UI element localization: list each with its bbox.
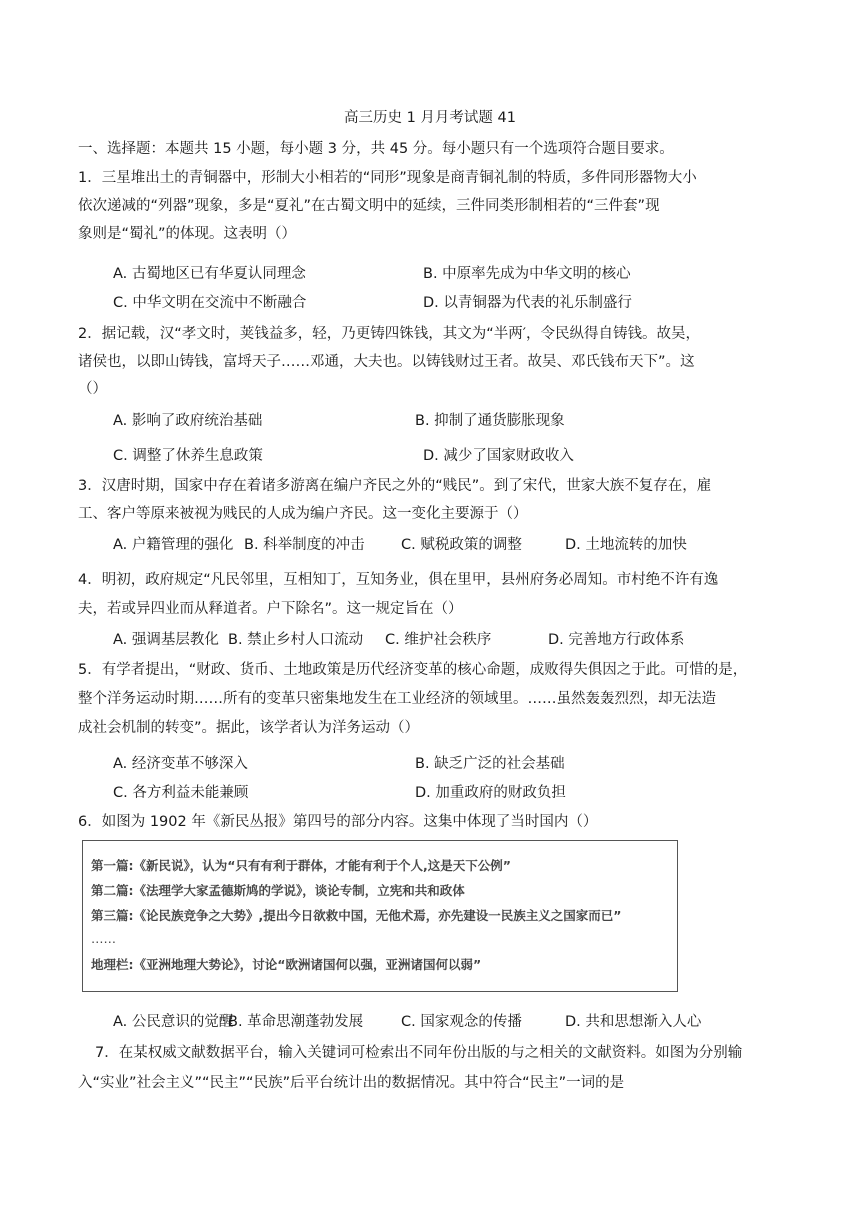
q4-line-1: 4．明初，政府规定“凡民邻里，互相知丁，互知务业，俱在里甲，县州府务必周知。市村绝不许有逸: [78, 572, 719, 588]
q3-option-a[interactable]: A. 户籍管理的强化: [113, 537, 234, 553]
q1-option-d[interactable]: D. 以青铜器为代表的礼乐制盛行: [423, 295, 632, 311]
q6-option-b[interactable]: B. 革命思潮蓬勃发展: [228, 1014, 364, 1030]
q1-line-1: 1．三星堆出土的青铜器中，形制大小相若的“同形”现象是商青铜礼制的特质，多件同形器物大小: [78, 170, 697, 186]
q5-line-3: 成社会机制的转变”。据此，该学者认为洋务运动（）: [78, 720, 420, 736]
q6-option-c[interactable]: C. 国家观念的传播: [401, 1014, 522, 1030]
q6-option-d[interactable]: D. 共和思想渐入人心: [565, 1014, 702, 1030]
figure-ellipsis: ……: [91, 931, 116, 946]
q3-line-1: 3．汉唐时期，国家中存在着诸多游离在编户齐民之外的“贱民”。到了宋代，世家大族不复存在，雇: [78, 478, 712, 494]
q2-option-a[interactable]: A. 影响了政府统治基础: [113, 413, 263, 429]
q5-option-b[interactable]: B. 缺乏广泛的社会基础: [415, 756, 565, 772]
q2-option-b[interactable]: B. 抑制了通货膨胀现象: [415, 413, 565, 429]
q2-option-c[interactable]: C. 调整了休养生息政策: [113, 448, 263, 464]
q4-option-d[interactable]: D. 完善地方行政体系: [548, 632, 685, 648]
figure-line-2: 第二篇:《法理学大家孟德斯鸠的学说》，谈论专制，立宪和共和政体: [91, 883, 465, 898]
q2-line-3: （）: [78, 381, 107, 397]
q3-option-b[interactable]: B. 科举制度的冲击: [244, 537, 365, 553]
figure-line-1: 第一篇:《新民说》，认为“只有有利于群体，才能有利于个人,这是天下公例”: [91, 858, 511, 873]
q6-line-1: 6．如图为 1902 年《新民丛报》第四号的部分内容。这集中体现了当时国内（）: [78, 814, 598, 830]
q1-option-a[interactable]: A. 古蜀地区已有华夏认同理念: [113, 266, 306, 282]
q3-option-d[interactable]: D. 土地流转的加快: [565, 537, 687, 553]
newspaper-contents-figure: [82, 840, 678, 992]
q4-line-2: 夫，若或异四业而从释道者。户下除名”。这一规定旨在（）: [78, 601, 463, 617]
q5-option-c[interactable]: C. 各方利益未能兼顾: [113, 785, 249, 801]
q1-option-c[interactable]: C. 中华文明在交流中不断融合: [113, 295, 307, 311]
q3-option-c[interactable]: C. 赋税政策的调整: [401, 537, 522, 553]
figure-line-3: 第三篇:《论民族竞争之大势》,提出今日欲救中国，无他术焉，亦先建设一民族主义之国家而已”: [91, 908, 622, 923]
q1-line-3: 象则是“蜀礼”的体现。这表明（）: [78, 226, 297, 242]
q4-option-c[interactable]: C. 维护社会秩序: [385, 632, 492, 648]
q3-line-2: 工、客户等原来被视为贱民的人成为编户齐民。这一变化主要源于（）: [78, 506, 528, 522]
section-heading: 一、选择题：本题共 15 小题，每小题 3 分，共 45 分。每小题只有一个选项符合题目要求。: [78, 141, 674, 157]
q5-option-d[interactable]: D. 加重政府的财政负担: [415, 785, 566, 801]
q2-option-d[interactable]: D. 减少了国家财政收入: [423, 448, 574, 464]
q4-option-b[interactable]: B. 禁止乡村人口流动: [228, 632, 364, 648]
page-title: 高三历史 1 月月考试题 41: [343, 110, 516, 126]
q6-option-a[interactable]: A. 公民意识的觉醒: [113, 1014, 234, 1030]
q7-line-1: 7．在某权威文献数据平台，输入关键词可检索出不同年份出版的与之相关的文献资料。如图为分别输: [95, 1045, 743, 1061]
q7-line-2: 入“实业”社会主义”“民主”“民族”后平台统计出的数据情况。其中符合“民主”一词的是: [78, 1075, 625, 1091]
q5-line-2: 整个洋务运动时期……所有的变革只密集地发生在工业经济的领域里。……虽然轰轰烈烈，却无法造: [78, 691, 716, 707]
q2-line-1: 2．据记载，汉“孝文时，荚钱益多，轻，乃更铸四铢钱，其文为“半两′，令民纵得自铸钱。故吴，: [78, 326, 701, 342]
q4-option-a[interactable]: A. 强调基层教化: [113, 632, 219, 648]
figure-line-5: 地理栏:《亚洲地理大势论》，讨论“欧洲诸国何以强，亚洲诸国何以弱”: [91, 957, 482, 972]
q1-line-2: 依次递减的“列器”现象，多是“夏礼”在古蜀文明中的延续，三件同类形制相若的“三件套”现: [78, 198, 660, 214]
q5-line-1: 5．有学者提出，“财政、货币、土地政策是历代经济变革的核心命题，成败得失俱因之于此。可惜的是，: [78, 662, 748, 678]
q5-option-a[interactable]: A. 经济变革不够深入: [113, 756, 248, 772]
q2-line-2: 诸侯也，以即山铸钱，富埒天子……邓通，大夫也。以铸钱财过王者。故吴、邓氏钱布天下”。这: [78, 354, 695, 370]
q1-option-b[interactable]: B. 中原率先成为中华文明的核心: [423, 266, 631, 282]
